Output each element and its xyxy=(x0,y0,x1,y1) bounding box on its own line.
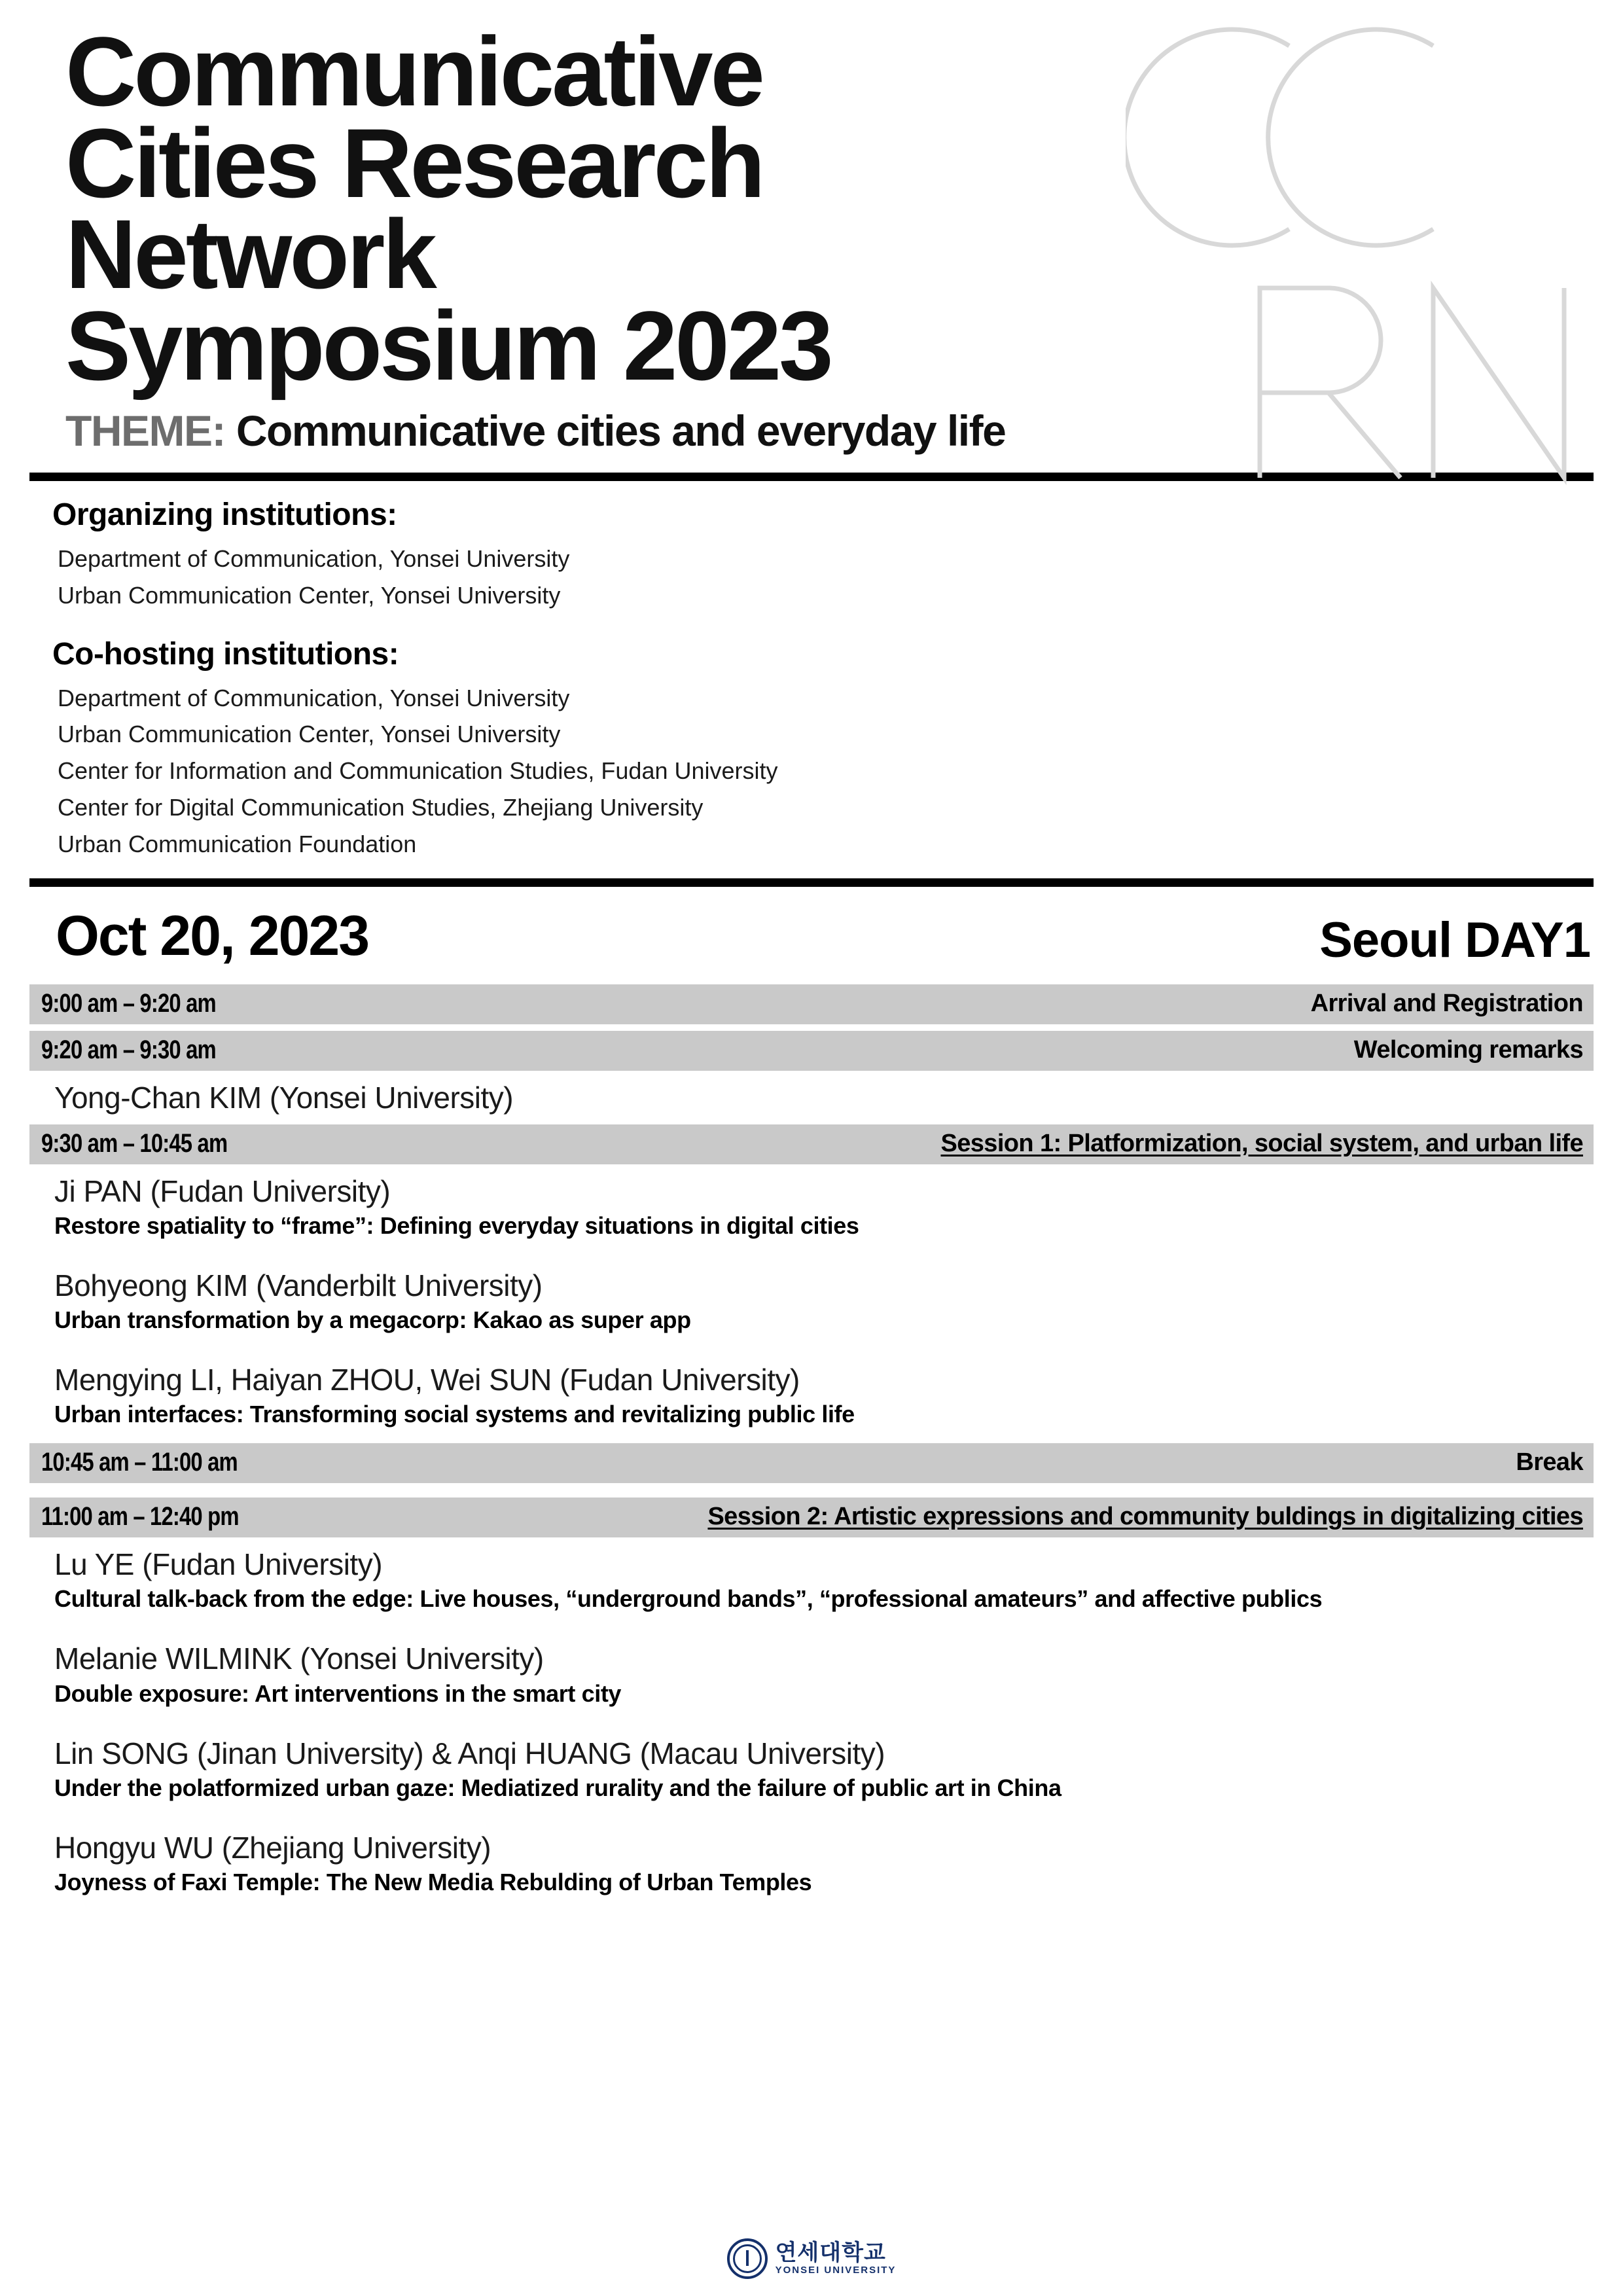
poster-header xyxy=(0,0,1623,456)
session-entry xyxy=(29,1633,1594,1708)
presentation-title: Urban transformation by a megacorp: Kakao as super app xyxy=(54,1306,691,1333)
session-entry xyxy=(29,1537,1594,1613)
speaker-name: Bohyeong KIM (Vanderbilt University) xyxy=(54,1268,543,1302)
list-item: Urban Communication Center, Yonsei University xyxy=(58,581,561,609)
session-entry xyxy=(29,1822,1594,1897)
page-title-line-3: Network xyxy=(65,199,435,309)
slot-label: Session 1: Platformization, social system, and urban life xyxy=(940,1129,1583,1157)
slot-time: 11:00 am – 12:40 pm xyxy=(41,1502,239,1532)
schedule-slot-bar xyxy=(29,984,1594,1024)
presentation-title: Cultural talk-back from the edge: Live houses, “underground bands”, “professional amateurs” and affective publics xyxy=(54,1585,1323,1613)
session-entry xyxy=(29,1354,1594,1429)
spacer xyxy=(29,1335,1594,1354)
organizing-institutions-block xyxy=(52,497,1584,614)
presentation-title: Restore spatiality to “frame”: Defining everyday situations in digital cities xyxy=(54,1211,859,1239)
schedule-slot-bar xyxy=(29,1498,1594,1537)
list-item: Urban Communication Foundation xyxy=(58,830,417,857)
slot-time: 10:45 am – 11:00 am xyxy=(41,1448,238,1477)
organizing-institutions-heading: Organizing institutions: xyxy=(52,497,397,532)
speaker-name: Mengying LI, Haiyan ZHOU, Wei SUN (Fudan University) xyxy=(54,1362,800,1397)
slot-time: 9:30 am – 10:45 am xyxy=(41,1128,228,1158)
schedule-list xyxy=(0,984,1623,1897)
schedule-slot-bar xyxy=(29,1124,1594,1164)
slot-label: Welcoming remarks xyxy=(1353,1035,1583,1064)
footer-logo xyxy=(0,2238,1623,2279)
session-entry xyxy=(29,1164,1594,1240)
cohosting-institutions-heading: Co-hosting institutions: xyxy=(52,636,399,672)
divider-schedule xyxy=(29,878,1594,887)
session-entry xyxy=(29,1728,1594,1803)
theme-line xyxy=(65,406,1584,456)
presentation-title: Double exposure: Art interventions in the smart city xyxy=(54,1679,622,1707)
theme-text: Communicative cities and everyday life xyxy=(236,406,1006,455)
logo-text xyxy=(776,2242,897,2275)
page-title-line-1: Communicative xyxy=(65,16,762,126)
page-title-line-4: Symposium 2023 xyxy=(65,290,831,401)
slot-label: Break xyxy=(1516,1448,1583,1477)
list-item: Center for Digital Communication Studies, Zhejiang University xyxy=(58,793,704,821)
presentation-title: Urban interfaces: Transforming social systems and revitalizing public life xyxy=(54,1401,855,1428)
session-entry xyxy=(29,1260,1594,1335)
schedule-slot-bar xyxy=(29,1443,1594,1483)
theme-label: THEME: xyxy=(65,406,225,455)
speaker-name: Melanie WILMINK (Yonsei University) xyxy=(54,1641,544,1676)
slot-label: Session 2: Artistic expressions and community buldings in digitalizing cities xyxy=(707,1503,1583,1531)
speaker-name: Lu YE (Fudan University) xyxy=(54,1547,383,1582)
speaker-name: Yong-Chan KIM (Yonsei University) xyxy=(54,1080,514,1115)
slot-time: 9:20 am – 9:30 am xyxy=(41,1035,216,1064)
day-date: Oct 20, 2023 xyxy=(56,904,369,967)
slot-time: 9:00 am – 9:20 am xyxy=(41,988,216,1018)
logo-english-name: YONSEI UNIVERSITY xyxy=(775,2264,897,2276)
speaker-name: Lin SONG (Jinan University) & Anqi HUANG (Macau University) xyxy=(54,1736,885,1770)
cohosting-institutions-block xyxy=(52,636,1584,863)
day-header xyxy=(0,887,1623,978)
yonsei-shield-icon xyxy=(727,2238,768,2279)
slot-label: Arrival and Registration xyxy=(1310,989,1583,1017)
presentation-title: Joyness of Faxi Temple: The New Media Rebulding of Urban Temples xyxy=(54,1868,812,1895)
speaker-name: Ji PAN (Fudan University) xyxy=(54,1174,391,1208)
logo-korean-name: 연세대학교 xyxy=(775,2240,886,2266)
schedule-slot-bar xyxy=(29,1031,1594,1071)
divider-top xyxy=(29,473,1594,481)
list-item: Center for Information and Communication Studies, Fudan University xyxy=(58,757,778,785)
institutions-section xyxy=(0,481,1623,863)
list-item: Department of Communication, Yonsei University xyxy=(58,545,570,572)
spacer xyxy=(29,1240,1594,1260)
list-item: Department of Communication, Yonsei University xyxy=(58,684,570,711)
day-place: Seoul DAY1 xyxy=(1319,912,1590,968)
speaker-name: Hongyu WU (Zhejiang University) xyxy=(54,1830,491,1865)
page-title-line-2: Cities Research xyxy=(65,107,763,218)
spacer xyxy=(29,1708,1594,1728)
spacer xyxy=(29,1613,1594,1633)
presentation-title: Under the polatformized urban gaze: Mediatized rurality and the failure of public art in China xyxy=(54,1774,1061,1801)
spacer xyxy=(29,1803,1594,1822)
list-item: Urban Communication Center, Yonsei University xyxy=(58,721,561,748)
